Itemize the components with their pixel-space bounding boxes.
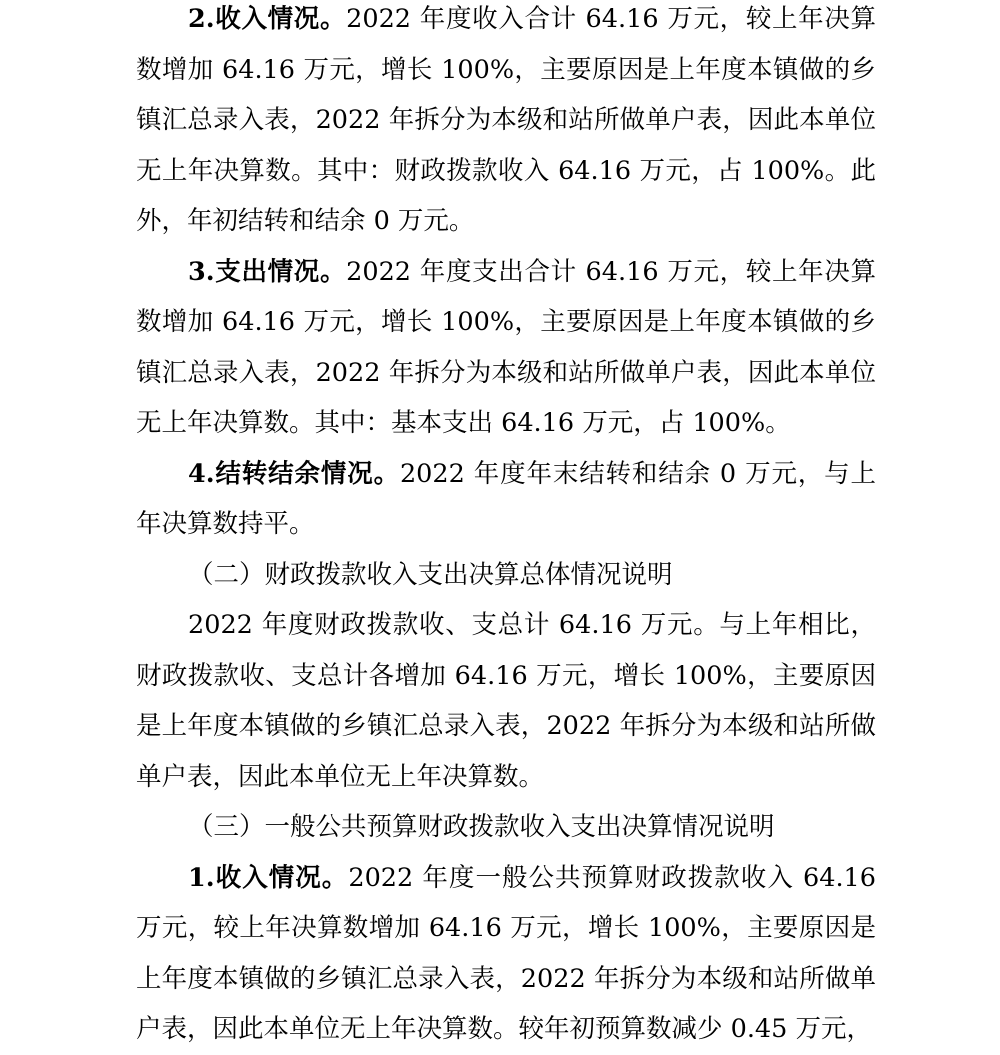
paragraph-income xyxy=(136,0,876,247)
paragraph-general-budget-income xyxy=(136,853,876,1055)
paragraph-fiscal-overview-text: 2022 年度财政拨款收、支总计 64.16 万元。与上年相比，财政拨款收、支总计各增加 64.16 万元，增长 100%，主要原因是上年度本镇做的乡镇汇总录入表，2022 年拆分为本级和站所做单户表，因此本单位无上年决算数。 xyxy=(136,610,876,792)
document-page xyxy=(136,0,876,1055)
paragraph-income-lead: 2.收入情况。 xyxy=(188,4,347,34)
paragraph-income-text: 2022 年度收入合计 64.16 万元，较上年决算数增加 64.16 万元，增长 100%，主要原因是上年度本镇做的乡镇汇总录入表，2022 年拆分为本级和站所做单户表，因此本单位无上年决算数。其中：财政拨款收入 64.16 万元，占 100%。此外，年初结转和结余 0 万元。 xyxy=(136,4,876,236)
paragraph-expenditure-lead: 3.支出情况。 xyxy=(188,256,347,287)
paragraph-carryover xyxy=(136,449,876,550)
paragraph-carryover-text: 2022 年度年末结转和结余 0 万元，与上年决算数持平。 xyxy=(136,458,876,539)
paragraph-general-budget-income-text: 2022 年度一般公共预算财政拨款收入 64.16 万元，较上年决算数增加 64.16 万元，增长 100%，主要原因是上年度本镇做的乡镇汇总录入表，2022 年拆分为本级和站所做单户表，因此本单位无上年决算数。较年初预算数减少 0.45 万元， xyxy=(136,862,877,1044)
section-heading-general-budget: （三）一般公共预算财政拨款收入支出决算情况说明 xyxy=(188,812,775,842)
paragraph-fiscal-overview xyxy=(136,600,876,802)
paragraph-general-budget-income-lead: 1.收入情况。 xyxy=(188,862,349,893)
paragraph-carryover-lead: 4.结转结余情况。 xyxy=(188,458,400,489)
section-heading-fiscal-overview: （二）财政拨款收入支出决算总体情况说明 xyxy=(188,559,673,590)
paragraph-expenditure xyxy=(136,247,876,449)
paragraph-expenditure-text: 2022 年度支出合计 64.16 万元，较上年决算数增加 64.16 万元，增长 100%，主要原因是上年度本镇做的乡镇汇总录入表，2022 年拆分为本级和站所做单户表，因此本单位无上年决算数。其中：基本支出 64.16 万元，占 100%。 xyxy=(136,256,876,438)
